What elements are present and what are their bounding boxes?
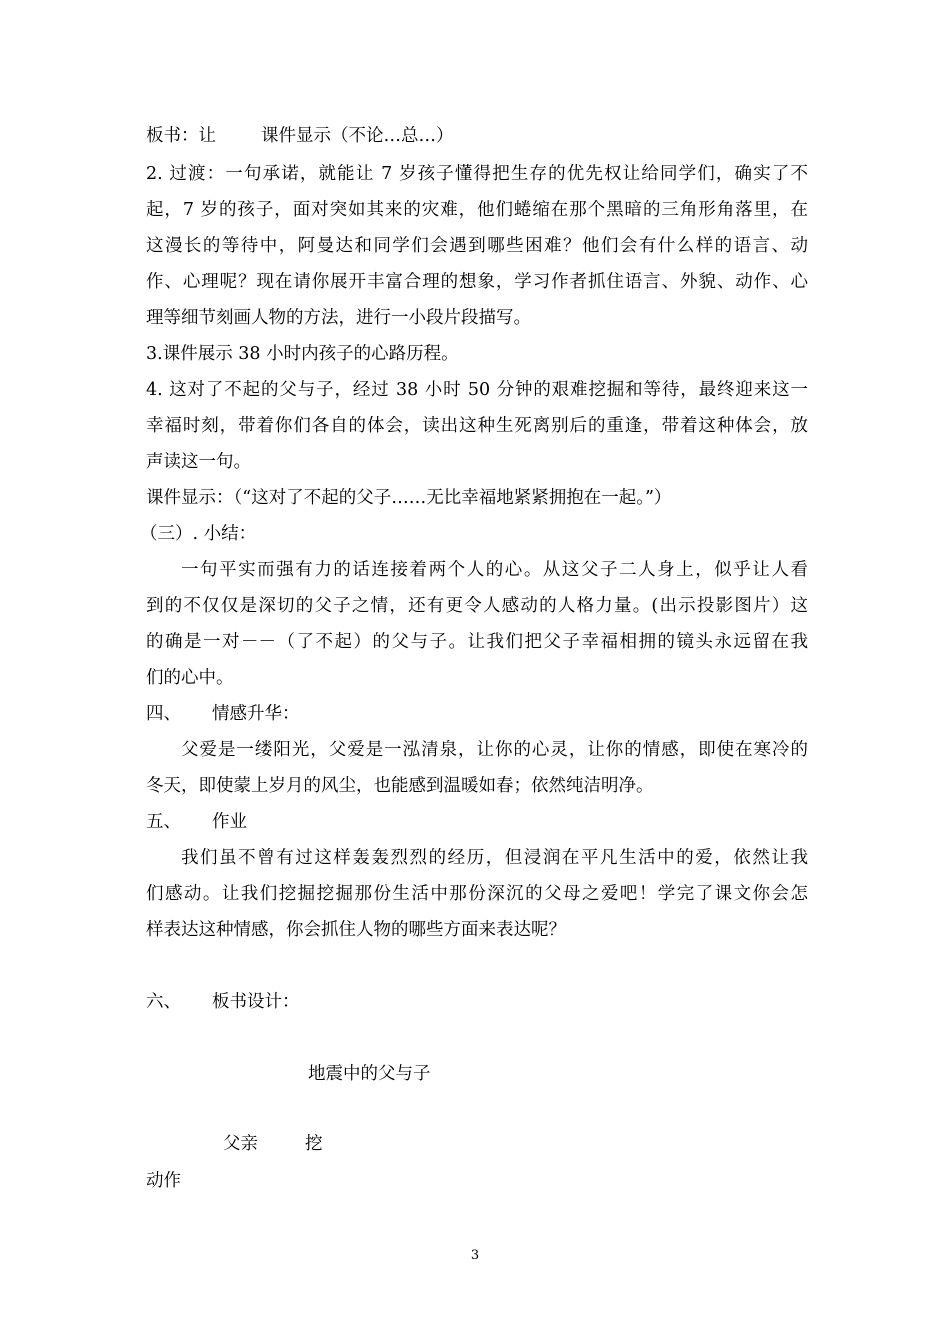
section-5-number: 五、 [146, 812, 181, 832]
section-6-number: 六、 [146, 992, 181, 1012]
summary-line: 一句平实而强有力的话连接着两个人的心。从这父子二人身上，似乎让人看 [181, 560, 808, 580]
section-5-line: 我们虽不曾有过这样轰轰烈烈的经历，但浸润在平凡生活中的爱，依然让我 [181, 848, 808, 868]
step-3: 3.课件展示 38 小时内孩子的心路历程。 [146, 344, 459, 364]
section-5-title: 作业 [212, 812, 247, 832]
summary-line: 们的心中。 [146, 668, 234, 688]
page-number: 3 [470, 1248, 480, 1263]
summary-line: 的确是一对－－（了不起）的父与子。让我们把父子幸福相拥的镜头永远留在我 [146, 632, 808, 652]
section-4-line: 冬天，即使蒙上岁月的风尘，也能感到温暖如春；依然纯洁明净。 [146, 776, 654, 796]
summary-heading: （三）. 小结： [140, 524, 257, 544]
transition-line: 作、心理呢？现在请你展开丰富合理的想象，学习作者抓住语言、外貌、动作、心 [146, 272, 808, 292]
transition-line: 起，7 岁的孩子，面对突如其来的灾难，他们蜷缩在那个黑暗的三角形角落里，在 [146, 200, 808, 220]
board-design-father: 父亲 [223, 1134, 258, 1154]
summary-line: 到的不仅仅是深切的父子之情，还有更令人感动的人格力量。(出示投影图片）这 [146, 596, 808, 616]
section-5-heading [146, 810, 808, 834]
transition-line: 2. 过渡：一句承诺，就能让 7 岁孩子懂得把生存的优先权让给同学们，确实了不 [146, 164, 808, 184]
board-design-title: 地震中的父与子 [308, 1064, 431, 1084]
section-6-title: 板书设计： [212, 992, 300, 1012]
section-4-number: 四、 [146, 704, 181, 724]
board-note-label: 板书：让 [146, 126, 216, 146]
section-4-title: 情感升华： [212, 704, 300, 724]
transition-line: 这漫长的等待中，阿曼达和同学们会遇到哪些困难？他们会有什么样的语言、动 [146, 236, 808, 256]
section-6-heading [146, 990, 808, 1014]
section-4-heading [146, 702, 808, 726]
step-4-line: 声读这一句。 [146, 452, 251, 472]
board-design-action: 动作 [146, 1171, 181, 1191]
courseware-quote: 课件显示：（“这对了不起的父子……无比幸福地紧紧拥抱在一起。”） [146, 488, 672, 508]
step-4-line: 4. 这对了不起的父与子，经过 38 小时 50 分钟的艰难挖掘和等待，最终迎来这一 [146, 380, 808, 400]
section-4-line: 父爱是一缕阳光，父爱是一泓清泉，让你的心灵，让你的情感，即使在寒冷的 [181, 740, 808, 760]
board-note-line [146, 124, 808, 148]
board-design-dig: 挖 [305, 1134, 323, 1154]
step-4-line: 幸福时刻，带着你们各自的体会，读出这种生死离别后的重逢，带着这种体会，放 [146, 416, 808, 436]
section-5-line: 样表达这种情感，你会抓住人物的哪些方面来表达呢？ [146, 920, 566, 940]
section-5-line: 们感动。让我们挖掘挖掘那份生活中那份深沉的父母之爱吧！学完了课文你会怎 [146, 884, 808, 904]
transition-line: 理等细节刻画人物的方法，进行一小段片段描写。 [146, 308, 531, 328]
board-note-courseware: 课件显示（不论…总…） [261, 126, 454, 146]
